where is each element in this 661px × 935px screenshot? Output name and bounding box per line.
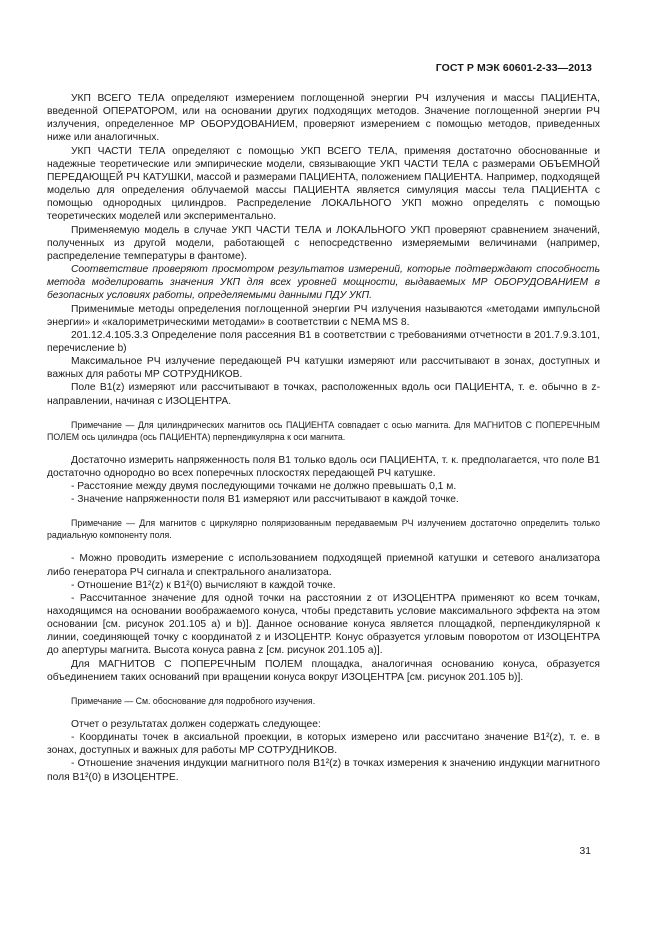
list-item-induction-ratio: - Отношение значения индукции магнитного поля B1²(z) в точках измерения к значению индукции магнитного поля B1²(0) в ИЗОЦЕНТРЕ. xyxy=(47,758,600,783)
note-rationale: Примечание — См. обоснование для подробного изучения. xyxy=(71,695,316,706)
page-number: 31 xyxy=(579,846,591,857)
paragraph-compliance: Соответствие проверяют просмотром результатов измерений, которые подтверждают способность метода моделировать значения УКП для всех уровней мощности, выдаваемых МР ОБОРУДОВАНИЕМ в безопасных условиях работы, определяемыми данными ПДУ УКП. xyxy=(47,264,600,302)
document-id-header: ГОСТ Р МЭК 60601-2-33—2013 xyxy=(435,62,592,74)
paragraph-b1-axis: Достаточно измерить напряженность поля B1 только вдоль оси ПАЦИЕНТА, т. к. предполагается, что поле B1 достаточно однородно во всех поперечных плоскостях передающей РЧ катушке. xyxy=(47,454,600,479)
paragraph-partial-body-sar: УКП ЧАСТИ ТЕЛА определяют с помощью УКП ВСЕГО ТЕЛА, применяя достаточно обоснованные и надежные теоретические или эмпирические модели, связывающие УКП ЧАСТИ ТЕЛА с размерами ОБЪЕМНОЙ ПЕРЕДАЮЩЕЙ РЧ КАТУШКИ, массой и размерами ПАЦИЕНТА, положением ПАЦИЕНТА. Например, подходящей моделью для определения облучаемой массы ПАЦИЕНТА является симуляция массы тела ПАЦИЕНТА с помощью однородных цилиндров. Распределение ЛОКАЛЬНОГО УКП можно определять с помощью теоретических моделей или экспериментально. xyxy=(47,145,600,223)
paragraph-model-verification: Применяемую модель в случае УКП ЧАСТИ ТЕЛА и ЛОКАЛЬНОГО УКП проверяют сравнением значений, полученных из другой модели, работающей с непосредственно измеряемыми величинами (например, распределение температуры в фантоме). xyxy=(47,224,600,262)
paragraph-whole-body-sar: УКП ВСЕГО ТЕЛА определяют измерением поглощенной энергии РЧ излучения и массы ПАЦИЕНТА, введенной ОПЕРАТОРОМ, или на основании других подходящих методов. Значение поглощенной энергии РЧ излучения, определенное МР ОБОРУДОВАНИЕМ, проверяют измерением с помощью методов, приведенных ниже или аналогичных. xyxy=(47,93,600,144)
list-item-cone: - Рассчитанное значение для одной точки на расстоянии z от ИЗОЦЕНТРА применяют ко всем точкам, находящимся на основании воображаемого конуса, чтобы представить условие максимального эффекта на этом основании [см. рисунок 201.105 а) и b)]. Данное основание конуса является площадкой, перпендикулярной к линии, соединяющей точку с координатой z и ИЗОЦЕНТР. Конус образуется угловым поворотом от ИЗОЦЕНТРА до апертуры магнита. Высота конуса равна z [см. рисунок 201.105 а)]. xyxy=(47,592,600,657)
list-item-ratio: - Отношение B1²(z) к B1²(0) вычисляют в каждой точке. xyxy=(71,579,336,591)
list-item-b1-value: - Значение напряженности поля B1 измеряют или рассчитывают в каждой точке. xyxy=(71,494,459,506)
note-cylindrical-magnets: Примечание — Для цилиндрических магнитов ось ПАЦИЕНТА совпадает с осью магнита. Для МАГНИТОВ С ПОПЕРЕЧНЫМ ПОЛЕМ ось цилиндра (ось ПАЦИЕНТА) перпендикулярна к оси магнита. xyxy=(47,419,600,442)
paragraph-methods: Применимые методы определения поглощенной энергии РЧ излучения называются «методами импульсной энергии» и «калориметрическими методами» в соответствии с NEMA MS 8. xyxy=(47,303,600,328)
list-item-distance: - Расстояние между двумя последующими точками не должно превышать 0,1 м. xyxy=(71,481,457,493)
paragraph-b1z-field: Поле B1(z) измеряют или рассчитывают в точках, расположенных вдоль оси ПАЦИЕНТА, т. е. обычно в z-направлении, начиная с ИЗОЦЕНТРА. xyxy=(47,382,600,407)
note-circular-polarization: Примечание — Для магнитов с циркулярно поляризованным передаваемым РЧ излучением достаточно определить только радиальную компоненту поля. xyxy=(47,518,600,541)
paragraph-max-rf: Максимальное РЧ излучение передающей РЧ катушки измеряют или рассчитывают в зонах, доступных и важных для работы МР СОТРУДНИКОВ. xyxy=(47,356,600,381)
paragraph-clause-b1-field: 201.12.4.105.3.3 Определение поля рассеяния B1 в соответствии с требованиями отчетности в 201.7.9.3.101, перечисление b) xyxy=(47,329,600,354)
list-item-measurement: - Можно проводить измерение с использованием подходящей приемной катушки и сетевого анализатора либо генератора РЧ сигнала и спектрального анализатора. xyxy=(47,553,600,578)
list-item-coordinates: - Координаты точек в аксиальной проекции, в которых измерено или рассчитано значение B1²(z), т. е. в зонах, доступных и важных для работы МР СОТРУДНИКОВ. xyxy=(47,732,600,757)
paragraph-report-intro: Отчет о результатах должен содержать следующее: xyxy=(71,718,321,730)
paragraph-transverse-field: Для МАГНИТОВ С ПОПЕРЕЧНЫМ ПОЛЕМ площадка, аналогичная основанию конуса, образуется объединением таких оснований при вращении конуса вокруг ИЗОЦЕНТРА [см. рисунок 201.105 b)]. xyxy=(47,658,600,683)
document-body xyxy=(47,92,600,784)
